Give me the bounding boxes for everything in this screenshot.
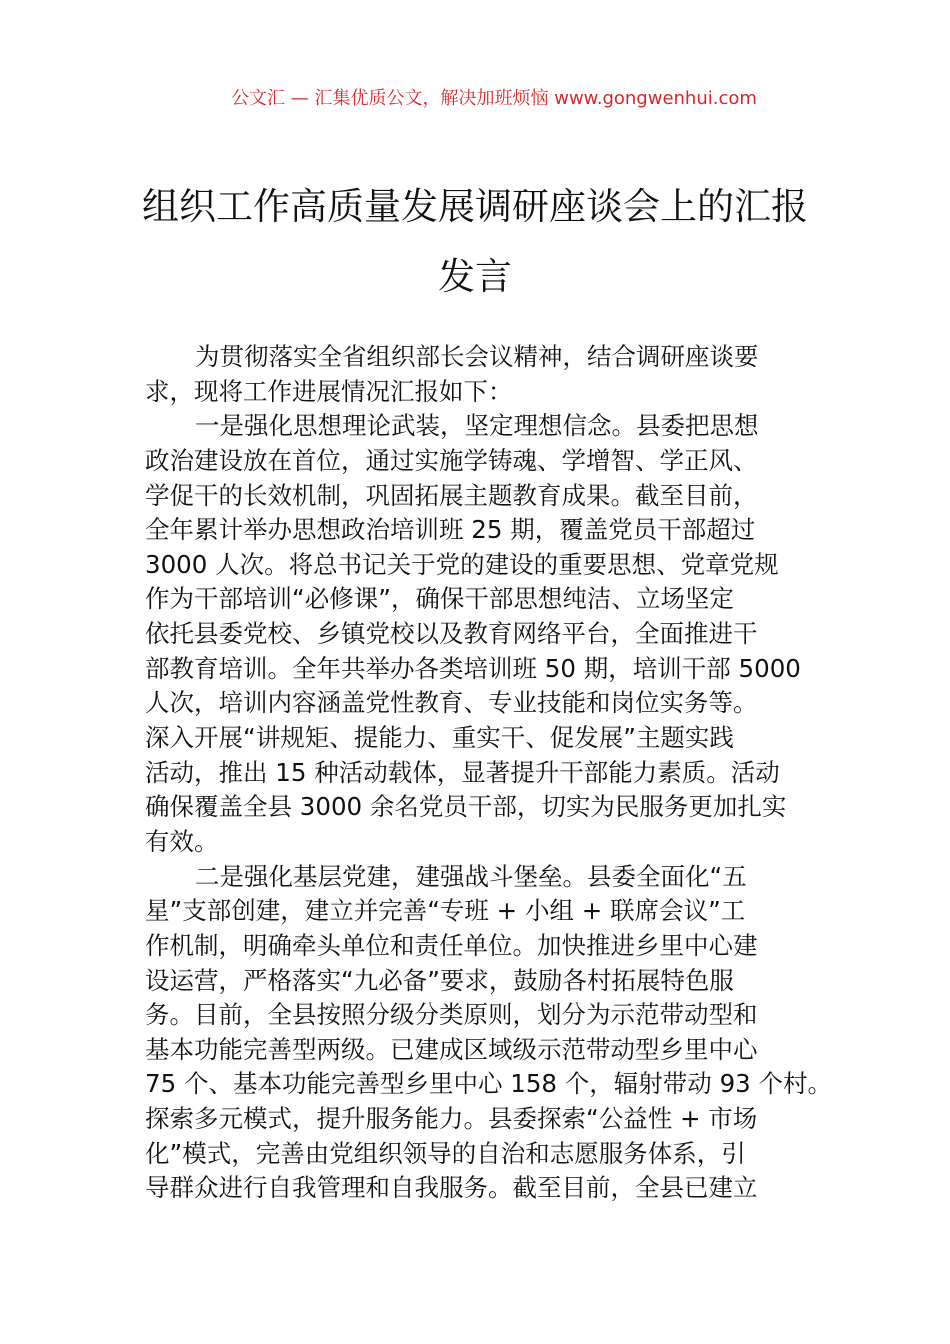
- body-text-line: 深入开展“讲规矩、提能力、重实干、促发展”主题实践: [145, 723, 734, 753]
- document-title-line-1: 组织工作高质量发展调研座谈会上的汇报: [142, 185, 808, 228]
- body-text-line: 全年累计举办思想政治培训班 25 期，覆盖党员干部超过: [145, 515, 756, 545]
- site-header-banner: 公文汇 — 汇集优质公文，解决加班烦恼 www.gongwenhui.com: [231, 88, 757, 109]
- document-body: [145, 340, 833, 1206]
- body-text-line: 探索多元模式，提升服务能力。县委探索“公益性 + 市场: [145, 1104, 758, 1134]
- body-text-line: 人次，培训内容涵盖党性教育、专业技能和岗位实务等。: [145, 688, 758, 718]
- body-text-line: 75 个、基本功能完善型乡里中心 158 个，辐射带动 93 个村。: [145, 1069, 833, 1099]
- body-text-line: 务。目前，全县按照分级分类原则，划分为示范带动型和: [145, 1000, 758, 1030]
- body-text-line: 政治建设放在首位，通过实施学铸魂、学增智、学正风、: [145, 445, 758, 475]
- body-text-line: 导群众进行自我管理和自我服务。截至目前，全县已建立: [145, 1173, 758, 1203]
- body-text-line: 确保覆盖全县 3000 余名党员干部，切实为民服务更加扎实: [145, 792, 787, 822]
- body-text-line: 学促干的长效机制，巩固拓展主题教育成果。截至目前，: [145, 480, 758, 510]
- body-text-line: 有效。: [145, 826, 219, 856]
- body-text-line: 基本功能完善型两级。已建成区域级示范带动型乡里中心: [145, 1034, 758, 1064]
- body-text-line: 部教育培训。全年共举办各类培训班 50 期，培训干部 5000: [145, 653, 801, 683]
- body-text-line: 一是强化思想理论武装，坚定理想信念。县委把思想: [195, 411, 759, 441]
- body-text-line: 二是强化基层党建，建强战斗堡垒。县委全面化“五: [195, 861, 747, 891]
- body-text-line: 设运营，严格落实“九必备”要求，鼓励各村拓展特色服: [145, 965, 734, 995]
- body-text-line: 作为干部培训“必修课”，确保干部思想纯洁、立场坚定: [145, 584, 734, 614]
- body-text-line: 作机制，明确牵头单位和责任单位。加快推进乡里中心建: [145, 930, 758, 960]
- body-text-line: 依托县委党校、乡镇党校以及教育网络平台，全面推进干: [145, 619, 758, 649]
- body-text-line: 活动，推出 15 种活动载体，显著提升干部能力素质。活动: [145, 757, 780, 787]
- body-text-line: 星”支部创建，建立并完善“专班 + 小组 + 联席会议”工: [145, 896, 746, 926]
- body-text-line: 为贯彻落实全省组织部长会议精神，结合调研座谈要: [195, 342, 759, 371]
- body-text-line: 化”模式，完善由党组织领导的自治和志愿服务体系，引: [145, 1138, 746, 1168]
- document-title-line-2: 发言: [438, 255, 512, 298]
- body-text-line: 3000 人次。将总书记关于党的建设的重要思想、党章党规: [145, 549, 779, 579]
- body-text-line: 求，现将工作进展情况汇报如下：: [145, 376, 513, 406]
